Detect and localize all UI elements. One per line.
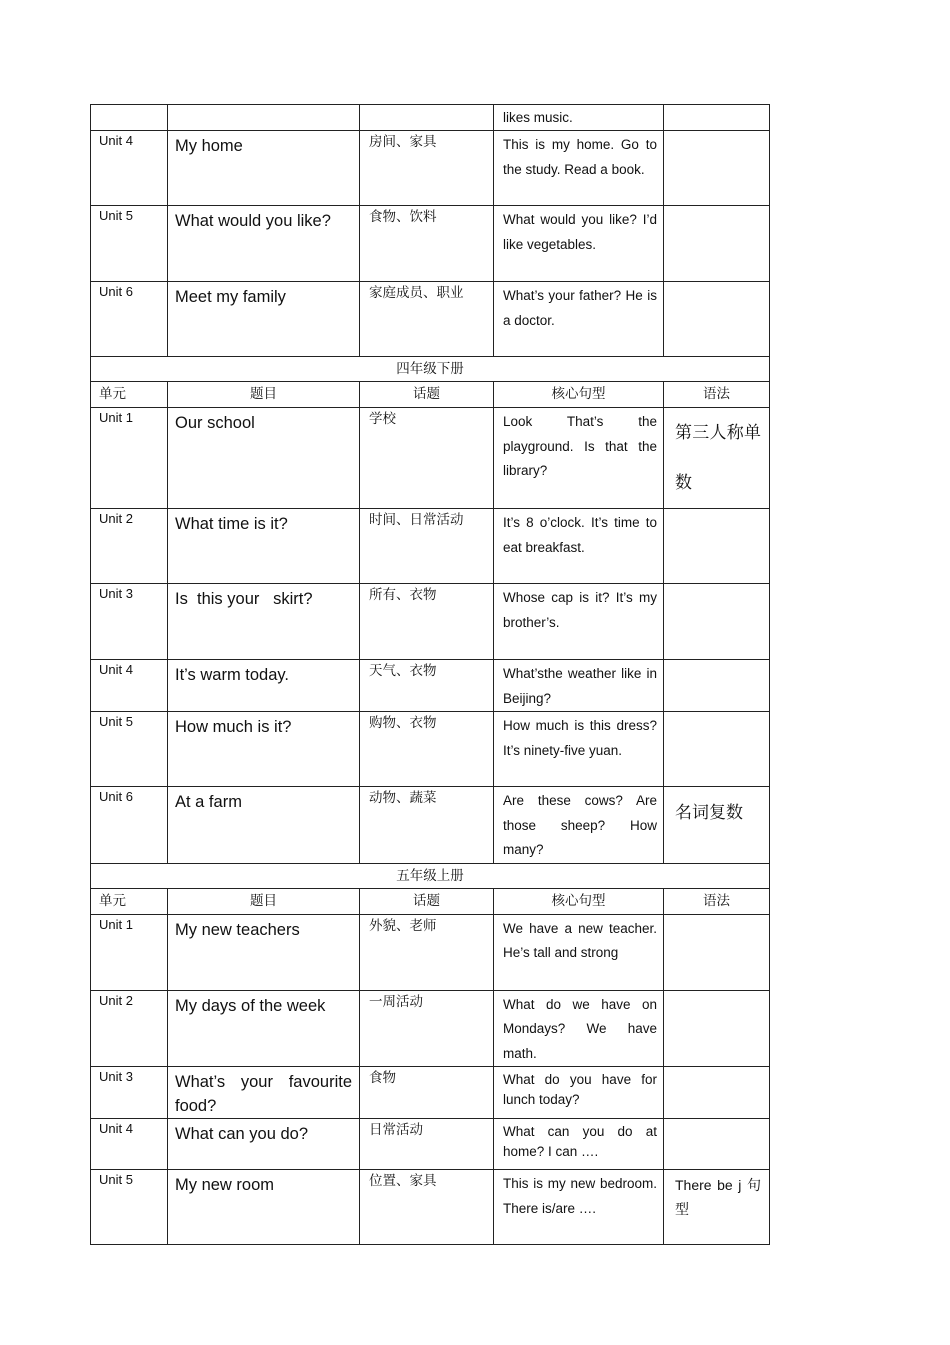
title-cell: Meet my family: [168, 282, 360, 357]
section-title: 五年级上册: [91, 863, 770, 888]
header-unit: 单元: [91, 888, 168, 914]
unit-cell: Unit 4: [91, 131, 168, 206]
unit-cell: Unit 2: [91, 990, 168, 1067]
unit-cell: Unit 3: [91, 1067, 168, 1119]
section-row: [91, 863, 770, 888]
title-cell: Is this your skirt?: [168, 584, 360, 660]
table-row: [91, 1170, 770, 1245]
unit-cell: Unit 6: [91, 787, 168, 864]
grammar-cell: [664, 509, 770, 584]
grammar-cell: 名词复数: [664, 787, 770, 864]
sentence-cell: Look That’s the playground. Is that the library?: [494, 408, 664, 509]
topic-cell: 食物、饮料: [360, 206, 494, 282]
sentence-cell: What’s your father? He is a doctor.: [494, 282, 664, 357]
topic-cell: 时间、日常活动: [360, 509, 494, 584]
header-title: 题目: [168, 888, 360, 914]
unit-cell: Unit 1: [91, 408, 168, 509]
grammar-cell: [664, 712, 770, 787]
grammar-cell: [664, 1119, 770, 1170]
unit-cell: Unit 2: [91, 509, 168, 584]
topic-cell: 日常活动: [360, 1119, 494, 1170]
title-cell: My new room: [168, 1170, 360, 1245]
sentence-cell: It’s 8 o’clock. It’s time to eat breakfast.: [494, 509, 664, 584]
table-row: [91, 1119, 770, 1170]
topic-cell: 购物、衣物: [360, 712, 494, 787]
table-row: [91, 105, 770, 131]
topic-cell: 学校: [360, 408, 494, 509]
sentence-cell: What can you do at home? I can ….: [494, 1119, 664, 1170]
header-sentence: 核心句型: [494, 382, 664, 408]
title-cell: Our school: [168, 408, 360, 509]
grammar-cell: [664, 131, 770, 206]
topic-cell: 一周活动: [360, 990, 494, 1067]
title-cell: What’s your favourite food?: [168, 1067, 360, 1119]
topic-cell: 所有、衣物: [360, 584, 494, 660]
table-row: [91, 787, 770, 864]
grammar-cell: [664, 990, 770, 1067]
sentence-cell: What do we have on Mondays? We have math.: [494, 990, 664, 1067]
title-cell: What would you like?: [168, 206, 360, 282]
table-row: [91, 990, 770, 1067]
sentence-cell: How much is this dress? It’s ninety-five yuan.: [494, 712, 664, 787]
grammar-cell: [664, 914, 770, 990]
table-row: [91, 206, 770, 282]
title-cell: My home: [168, 131, 360, 206]
unit-cell: Unit 1: [91, 914, 168, 990]
table-row: [91, 660, 770, 712]
header-title: 题目: [168, 382, 360, 408]
table-row: [91, 1067, 770, 1119]
unit-cell: Unit 5: [91, 206, 168, 282]
section-title: 四年级下册: [91, 357, 770, 382]
topic-cell: 位置、家具: [360, 1170, 494, 1245]
header-row: [91, 382, 770, 408]
header-grammar: 语法: [664, 382, 770, 408]
sentence-cell: Whose cap is it? It’s my brother’s.: [494, 584, 664, 660]
sentence-cell: likes music.: [494, 105, 664, 131]
table-row: [91, 584, 770, 660]
title-cell: What time is it?: [168, 509, 360, 584]
unit-cell: Unit 6: [91, 282, 168, 357]
table-row: [91, 282, 770, 357]
grammar-cell: [664, 206, 770, 282]
grammar-cell: [664, 1067, 770, 1119]
title-cell: My new teachers: [168, 914, 360, 990]
title-cell: How much is it?: [168, 712, 360, 787]
table-row: [91, 408, 770, 509]
title-cell: It’s warm today.: [168, 660, 360, 712]
unit-cell: Unit 5: [91, 712, 168, 787]
unit-cell: Unit 4: [91, 1119, 168, 1170]
topic-cell: 房间、家具: [360, 131, 494, 206]
grammar-cell: [664, 584, 770, 660]
grammar-cell: 第三人称单数: [664, 408, 770, 509]
topic-cell: 动物、蔬菜: [360, 787, 494, 864]
topic-cell: 食物: [360, 1067, 494, 1119]
unit-cell: Unit 4: [91, 660, 168, 712]
topic-cell: 天气、衣物: [360, 660, 494, 712]
section-row: [91, 357, 770, 382]
header-sentence: 核心句型: [494, 888, 664, 914]
table-row: [91, 914, 770, 990]
grammar-cell: There be j 句型: [664, 1170, 770, 1245]
title-cell: My days of the week: [168, 990, 360, 1067]
table-row: [91, 712, 770, 787]
curriculum-table: [90, 104, 770, 1245]
table-row: [91, 509, 770, 584]
unit-cell: Unit 5: [91, 1170, 168, 1245]
header-row: [91, 888, 770, 914]
sentence-cell: This is my home. Go to the study. Read a book.: [494, 131, 664, 206]
unit-cell: Unit 3: [91, 584, 168, 660]
sentence-cell: We have a new teacher. He’s tall and strong: [494, 914, 664, 990]
header-topic: 话题: [360, 382, 494, 408]
sentence-cell: What do you have for lunch today?: [494, 1067, 664, 1119]
topic-cell: 家庭成员、职业: [360, 282, 494, 357]
grammar-cell: [664, 660, 770, 712]
title-cell: What can you do?: [168, 1119, 360, 1170]
sentence-cell: Are these cows? Are those sheep? How many?: [494, 787, 664, 864]
grammar-cell: [664, 282, 770, 357]
sentence-cell: This is my new bedroom. There is/are ….: [494, 1170, 664, 1245]
header-grammar: 语法: [664, 888, 770, 914]
table-row: [91, 131, 770, 206]
sentence-cell: What would you like? I’d like vegetables.: [494, 206, 664, 282]
header-topic: 话题: [360, 888, 494, 914]
title-cell: At a farm: [168, 787, 360, 864]
topic-cell: 外貌、老师: [360, 914, 494, 990]
header-unit: 单元: [91, 382, 168, 408]
sentence-cell: What’sthe weather like in Beijing?: [494, 660, 664, 712]
